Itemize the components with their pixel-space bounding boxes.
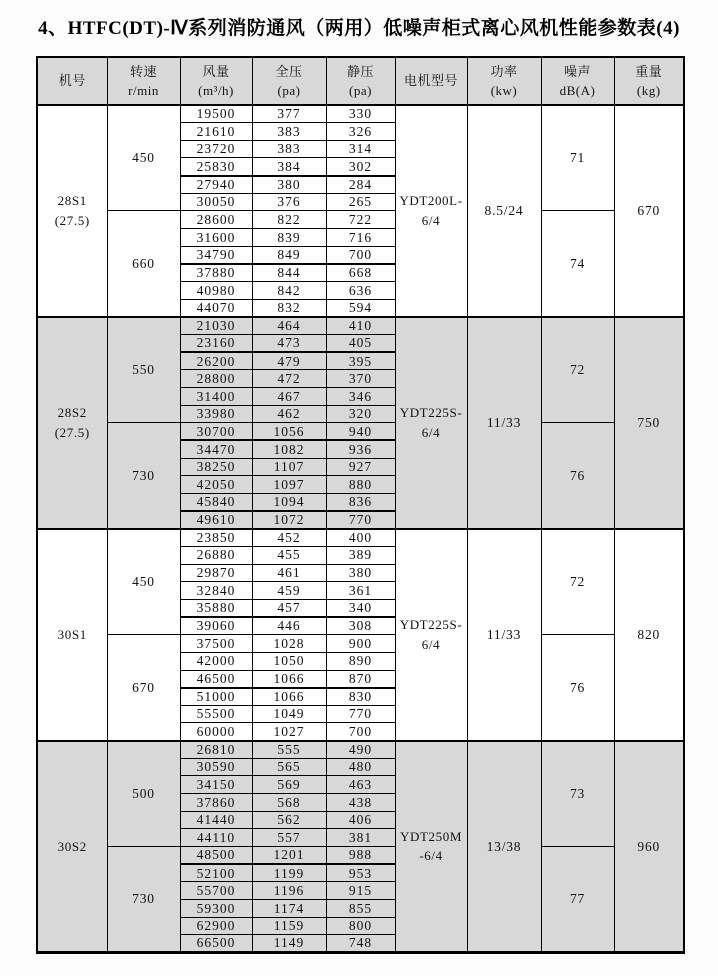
pressure-static-cell: 636 bbox=[326, 282, 395, 300]
flow-cell: 30050 bbox=[180, 193, 252, 211]
table-body bbox=[37, 105, 684, 953]
flow-cell: 51000 bbox=[180, 688, 252, 706]
pressure-total-cell: 380 bbox=[252, 176, 326, 194]
pressure-static-cell: 302 bbox=[326, 158, 395, 176]
flow-cell: 46500 bbox=[180, 670, 252, 688]
pressure-static-cell: 284 bbox=[326, 176, 395, 194]
pressure-static-cell: 438 bbox=[326, 794, 395, 812]
flow-cell: 19500 bbox=[180, 105, 252, 123]
pressure-total-cell: 1199 bbox=[252, 864, 326, 882]
pressure-static-cell: 748 bbox=[326, 935, 395, 953]
flow-cell: 37500 bbox=[180, 635, 252, 653]
pressure-total-cell: 464 bbox=[252, 317, 326, 335]
pressure-total-cell: 1201 bbox=[252, 847, 326, 865]
pressure-static-cell: 490 bbox=[326, 741, 395, 759]
flow-cell: 34790 bbox=[180, 246, 252, 264]
pressure-total-cell: 1072 bbox=[252, 511, 326, 529]
pressure-static-cell: 927 bbox=[326, 458, 395, 476]
pressure-static-cell: 722 bbox=[326, 211, 395, 229]
pressure-total-cell: 455 bbox=[252, 546, 326, 564]
flow-cell: 44070 bbox=[180, 299, 252, 317]
pressure-total-cell: 557 bbox=[252, 829, 326, 847]
pressure-total-cell: 839 bbox=[252, 229, 326, 247]
flow-cell: 34470 bbox=[180, 440, 252, 458]
weight-cell: 670 bbox=[614, 105, 684, 317]
speed-cell: 450 bbox=[107, 105, 180, 211]
weight-cell: 960 bbox=[614, 741, 684, 953]
col-header-speed: 转速 r/min bbox=[107, 57, 180, 105]
pressure-static-cell: 940 bbox=[326, 423, 395, 441]
motor-cell: YDT250M -6/4 bbox=[395, 741, 467, 953]
speed-cell: 670 bbox=[107, 635, 180, 741]
flow-cell: 49610 bbox=[180, 511, 252, 529]
table-row bbox=[37, 635, 684, 653]
speed-cell: 500 bbox=[107, 741, 180, 847]
pressure-static-cell: 800 bbox=[326, 917, 395, 935]
col-header-power: 功率 (kw) bbox=[467, 57, 541, 105]
model-cell: 30S1 bbox=[37, 529, 107, 741]
flow-cell: 21610 bbox=[180, 123, 252, 141]
pressure-static-cell: 314 bbox=[326, 140, 395, 158]
motor-cell: YDT225S- 6/4 bbox=[395, 529, 467, 741]
flow-cell: 42050 bbox=[180, 476, 252, 494]
pressure-static-cell: 700 bbox=[326, 246, 395, 264]
flow-cell: 44110 bbox=[180, 829, 252, 847]
pressure-static-cell: 340 bbox=[326, 599, 395, 617]
pressure-static-cell: 370 bbox=[326, 370, 395, 388]
flow-cell: 60000 bbox=[180, 723, 252, 741]
table-row bbox=[37, 211, 684, 229]
flow-cell: 27940 bbox=[180, 176, 252, 194]
pressure-total-cell: 472 bbox=[252, 370, 326, 388]
motor-cell: YDT200L- 6/4 bbox=[395, 105, 467, 317]
pressure-total-cell: 569 bbox=[252, 776, 326, 794]
power-cell: 13/38 bbox=[467, 741, 541, 953]
model-cell: 30S2 bbox=[37, 741, 107, 953]
pressure-total-cell: 1097 bbox=[252, 476, 326, 494]
pressure-static-cell: 395 bbox=[326, 352, 395, 370]
flow-cell: 37880 bbox=[180, 264, 252, 282]
pressure-total-cell: 1066 bbox=[252, 670, 326, 688]
pressure-total-cell: 568 bbox=[252, 794, 326, 812]
col-header-motor: 电机型号 bbox=[395, 57, 467, 105]
pressure-total-cell: 452 bbox=[252, 529, 326, 547]
table-row bbox=[37, 105, 684, 123]
noise-cell: 76 bbox=[541, 635, 614, 741]
flow-cell: 23850 bbox=[180, 529, 252, 547]
pressure-static-cell: 346 bbox=[326, 388, 395, 406]
pressure-total-cell: 446 bbox=[252, 617, 326, 635]
table-header bbox=[37, 57, 684, 105]
pressure-static-cell: 900 bbox=[326, 635, 395, 653]
table-row bbox=[37, 317, 684, 335]
pressure-total-cell: 457 bbox=[252, 599, 326, 617]
table-row bbox=[37, 423, 684, 441]
pressure-total-cell: 462 bbox=[252, 405, 326, 423]
flow-cell: 35880 bbox=[180, 599, 252, 617]
flow-cell: 59300 bbox=[180, 900, 252, 918]
noise-cell: 74 bbox=[541, 211, 614, 317]
pressure-static-cell: 890 bbox=[326, 652, 395, 670]
page-title: 4、HTFC(DT)-Ⅳ系列消防通风（两用）低噪声柜式离心风机性能参数表(4) bbox=[38, 18, 680, 39]
pressure-static-cell: 770 bbox=[326, 705, 395, 723]
noise-cell: 77 bbox=[541, 847, 614, 953]
pressure-static-cell: 594 bbox=[326, 299, 395, 317]
pressure-total-cell: 383 bbox=[252, 140, 326, 158]
flow-cell: 21030 bbox=[180, 317, 252, 335]
pressure-total-cell: 1082 bbox=[252, 440, 326, 458]
flow-cell: 33980 bbox=[180, 405, 252, 423]
flow-cell: 38250 bbox=[180, 458, 252, 476]
pressure-total-cell: 562 bbox=[252, 811, 326, 829]
table-row bbox=[37, 847, 684, 865]
pressure-static-cell: 308 bbox=[326, 617, 395, 635]
pressure-static-cell: 405 bbox=[326, 335, 395, 353]
pressure-static-cell: 668 bbox=[326, 264, 395, 282]
pressure-static-cell: 988 bbox=[326, 847, 395, 865]
flow-cell: 28600 bbox=[180, 211, 252, 229]
speed-cell: 730 bbox=[107, 847, 180, 953]
table-row bbox=[37, 741, 684, 759]
pressure-static-cell: 855 bbox=[326, 900, 395, 918]
pressure-static-cell: 936 bbox=[326, 440, 395, 458]
pressure-static-cell: 265 bbox=[326, 193, 395, 211]
performance-table bbox=[36, 56, 685, 954]
flow-cell: 37860 bbox=[180, 794, 252, 812]
flow-cell: 23720 bbox=[180, 140, 252, 158]
pressure-total-cell: 461 bbox=[252, 564, 326, 582]
flow-cell: 40980 bbox=[180, 282, 252, 300]
pressure-total-cell: 1174 bbox=[252, 900, 326, 918]
flow-cell: 34150 bbox=[180, 776, 252, 794]
flow-cell: 31600 bbox=[180, 229, 252, 247]
pressure-static-cell: 389 bbox=[326, 546, 395, 564]
speed-cell: 450 bbox=[107, 529, 180, 635]
col-header-pressure-total: 全压 (pa) bbox=[252, 57, 326, 105]
flow-cell: 48500 bbox=[180, 847, 252, 865]
pressure-total-cell: 467 bbox=[252, 388, 326, 406]
pressure-total-cell: 1159 bbox=[252, 917, 326, 935]
motor-cell: YDT225S- 6/4 bbox=[395, 317, 467, 529]
pressure-total-cell: 376 bbox=[252, 193, 326, 211]
col-header-pressure-static: 静压 (pa) bbox=[326, 57, 395, 105]
weight-cell: 750 bbox=[614, 317, 684, 529]
pressure-static-cell: 463 bbox=[326, 776, 395, 794]
flow-cell: 52100 bbox=[180, 864, 252, 882]
pressure-total-cell: 1050 bbox=[252, 652, 326, 670]
noise-cell: 76 bbox=[541, 423, 614, 529]
speed-cell: 660 bbox=[107, 211, 180, 317]
pressure-total-cell: 1028 bbox=[252, 635, 326, 653]
pressure-total-cell: 1094 bbox=[252, 493, 326, 511]
flow-cell: 42000 bbox=[180, 652, 252, 670]
flow-cell: 41440 bbox=[180, 811, 252, 829]
pressure-static-cell: 700 bbox=[326, 723, 395, 741]
model-cell: 28S1 (27.5) bbox=[37, 105, 107, 317]
pressure-total-cell: 555 bbox=[252, 741, 326, 759]
pressure-static-cell: 870 bbox=[326, 670, 395, 688]
pressure-static-cell: 480 bbox=[326, 758, 395, 776]
pressure-total-cell: 844 bbox=[252, 264, 326, 282]
weight-cell: 820 bbox=[614, 529, 684, 741]
flow-cell: 26200 bbox=[180, 352, 252, 370]
pressure-static-cell: 400 bbox=[326, 529, 395, 547]
flow-cell: 25830 bbox=[180, 158, 252, 176]
table-row bbox=[37, 529, 684, 547]
noise-cell: 73 bbox=[541, 741, 614, 847]
pressure-total-cell: 1027 bbox=[252, 723, 326, 741]
flow-cell: 45840 bbox=[180, 493, 252, 511]
speed-cell: 730 bbox=[107, 423, 180, 529]
power-cell: 11/33 bbox=[467, 529, 541, 741]
power-cell: 8.5/24 bbox=[467, 105, 541, 317]
pressure-static-cell: 770 bbox=[326, 511, 395, 529]
pressure-total-cell: 459 bbox=[252, 582, 326, 600]
pressure-static-cell: 953 bbox=[326, 864, 395, 882]
col-header-weight: 重量 (kg) bbox=[614, 57, 684, 105]
pressure-static-cell: 326 bbox=[326, 123, 395, 141]
pressure-total-cell: 383 bbox=[252, 123, 326, 141]
flow-cell: 66500 bbox=[180, 935, 252, 953]
model-cell: 28S2 (27.5) bbox=[37, 317, 107, 529]
flow-cell: 55500 bbox=[180, 705, 252, 723]
pressure-static-cell: 380 bbox=[326, 564, 395, 582]
pressure-total-cell: 842 bbox=[252, 282, 326, 300]
pressure-static-cell: 410 bbox=[326, 317, 395, 335]
pressure-total-cell: 1049 bbox=[252, 705, 326, 723]
pressure-static-cell: 361 bbox=[326, 582, 395, 600]
speed-cell: 550 bbox=[107, 317, 180, 423]
col-header-model: 机号 bbox=[37, 57, 107, 105]
pressure-total-cell: 1149 bbox=[252, 935, 326, 953]
pressure-total-cell: 822 bbox=[252, 211, 326, 229]
power-cell: 11/33 bbox=[467, 317, 541, 529]
pressure-static-cell: 836 bbox=[326, 493, 395, 511]
pressure-total-cell: 832 bbox=[252, 299, 326, 317]
pressure-static-cell: 381 bbox=[326, 829, 395, 847]
flow-cell: 39060 bbox=[180, 617, 252, 635]
noise-cell: 72 bbox=[541, 317, 614, 423]
noise-cell: 72 bbox=[541, 529, 614, 635]
flow-cell: 26810 bbox=[180, 741, 252, 759]
pressure-total-cell: 849 bbox=[252, 246, 326, 264]
flow-cell: 62900 bbox=[180, 917, 252, 935]
pressure-total-cell: 384 bbox=[252, 158, 326, 176]
pressure-total-cell: 473 bbox=[252, 335, 326, 353]
flow-cell: 26880 bbox=[180, 546, 252, 564]
pressure-static-cell: 880 bbox=[326, 476, 395, 494]
pressure-total-cell: 1196 bbox=[252, 882, 326, 900]
pressure-total-cell: 565 bbox=[252, 758, 326, 776]
flow-cell: 30700 bbox=[180, 423, 252, 441]
header-row bbox=[37, 57, 684, 105]
pressure-static-cell: 320 bbox=[326, 405, 395, 423]
pressure-total-cell: 377 bbox=[252, 105, 326, 123]
pressure-total-cell: 1107 bbox=[252, 458, 326, 476]
pressure-static-cell: 330 bbox=[326, 105, 395, 123]
flow-cell: 30590 bbox=[180, 758, 252, 776]
col-header-flow: 风量 (m³/h) bbox=[180, 57, 252, 105]
pressure-total-cell: 479 bbox=[252, 352, 326, 370]
col-header-noise: 噪声 dB(A) bbox=[541, 57, 614, 105]
pressure-static-cell: 406 bbox=[326, 811, 395, 829]
pressure-static-cell: 915 bbox=[326, 882, 395, 900]
pressure-total-cell: 1066 bbox=[252, 688, 326, 706]
flow-cell: 29870 bbox=[180, 564, 252, 582]
pressure-static-cell: 830 bbox=[326, 688, 395, 706]
flow-cell: 32840 bbox=[180, 582, 252, 600]
noise-cell: 71 bbox=[541, 105, 614, 211]
flow-cell: 28800 bbox=[180, 370, 252, 388]
flow-cell: 23160 bbox=[180, 335, 252, 353]
pressure-total-cell: 1056 bbox=[252, 423, 326, 441]
pressure-static-cell: 716 bbox=[326, 229, 395, 247]
flow-cell: 55700 bbox=[180, 882, 252, 900]
flow-cell: 31400 bbox=[180, 388, 252, 406]
